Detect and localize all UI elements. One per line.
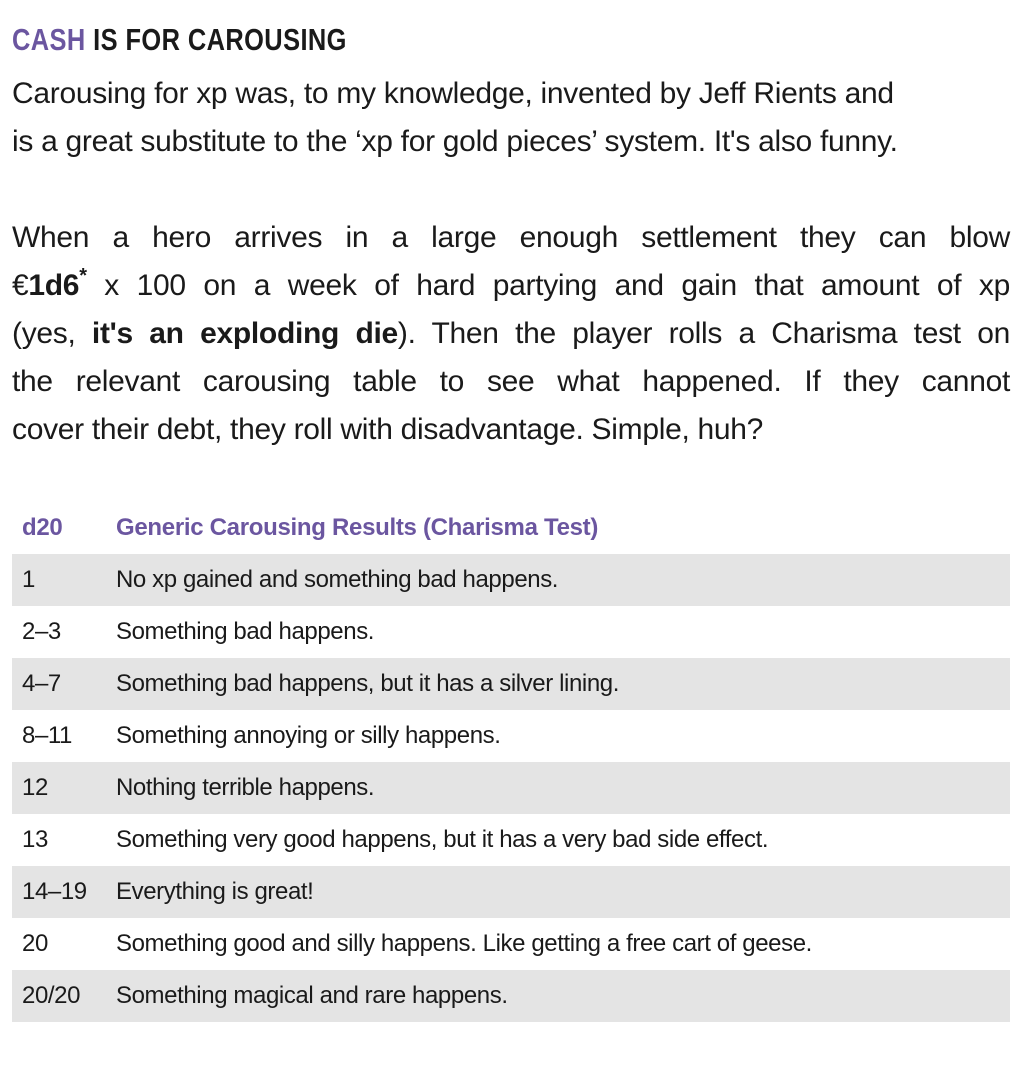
row-roll: 2–3 [22, 618, 61, 645]
intro-line: Carousing for xp was, to my knowledge, invented by Jeff Rients and [12, 77, 894, 110]
carousing-table [12, 502, 1010, 1022]
dice-asterisk: * [79, 265, 87, 287]
row-roll: 8–11 [22, 722, 73, 749]
row-result: No xp gained and something bad happens. [116, 566, 559, 593]
row-result: Something magical and rare happens. [116, 982, 508, 1009]
row-result: Something very good happens, but it has a very bad side effect. [116, 826, 769, 853]
body-line-text: x 100 on a week of hard partying and gain that amount of xp [86, 269, 1010, 302]
currency-symbol: € [12, 269, 29, 302]
intro-line: is a great substitute to the ‘xp for gold pieces’ system. It's also funny. [12, 125, 898, 158]
heading-accent: CASH [12, 22, 86, 57]
table-row [12, 814, 1010, 866]
row-roll: 4–7 [22, 670, 61, 697]
table-row [12, 970, 1010, 1022]
row-result: Nothing terrible happens. [116, 774, 375, 801]
page [12, 18, 1010, 1022]
table-row [12, 554, 1010, 606]
table-header [12, 502, 1010, 554]
row-result: Something annoying or silly happens. [116, 722, 501, 749]
table-row [12, 762, 1010, 814]
row-result: Everything is great! [116, 878, 314, 905]
row-roll: 14–19 [22, 878, 87, 905]
row-roll: 1 [22, 566, 35, 593]
body-line [12, 262, 1010, 310]
row-result: Something good and silly happens. Like getting a free cart of geese. [116, 930, 812, 957]
intro-paragraph [12, 70, 1010, 166]
header-roll: d20 [22, 514, 63, 541]
table-row [12, 606, 1010, 658]
heading-rest: IS FOR CAROUSING [93, 22, 347, 57]
body-line [12, 310, 1010, 358]
row-roll: 20 [22, 930, 48, 957]
exploding-die-emphasis: it's an exploding die [91, 317, 398, 350]
body-line-text: (yes, [12, 317, 92, 350]
table-row [12, 710, 1010, 762]
body-line: the relevant carousing table to see what happened. If they cannot [12, 365, 1010, 398]
table-row [12, 866, 1010, 918]
row-roll: 12 [22, 774, 48, 801]
header-result: Generic Carousing Results (Charisma Test) [116, 514, 599, 541]
body-paragraph [12, 214, 1010, 454]
body-line: cover their debt, they roll with disadvantage. Simple, huh? [12, 413, 764, 446]
row-result: Something bad happens. [116, 618, 375, 645]
table-row [12, 918, 1010, 970]
dice-notation [28, 265, 87, 302]
dice-value: 1d6 [28, 269, 80, 302]
row-roll: 13 [22, 826, 48, 853]
row-result: Something bad happens, but it has a silver lining. [116, 670, 619, 697]
body-line: When a hero arrives in a large enough settlement they can blow [12, 221, 1010, 254]
section-heading [12, 18, 830, 62]
table-row [12, 658, 1010, 710]
row-roll: 20/20 [22, 982, 81, 1009]
body-line-text: ). Then the player rolls a Charisma test on [397, 317, 1010, 350]
